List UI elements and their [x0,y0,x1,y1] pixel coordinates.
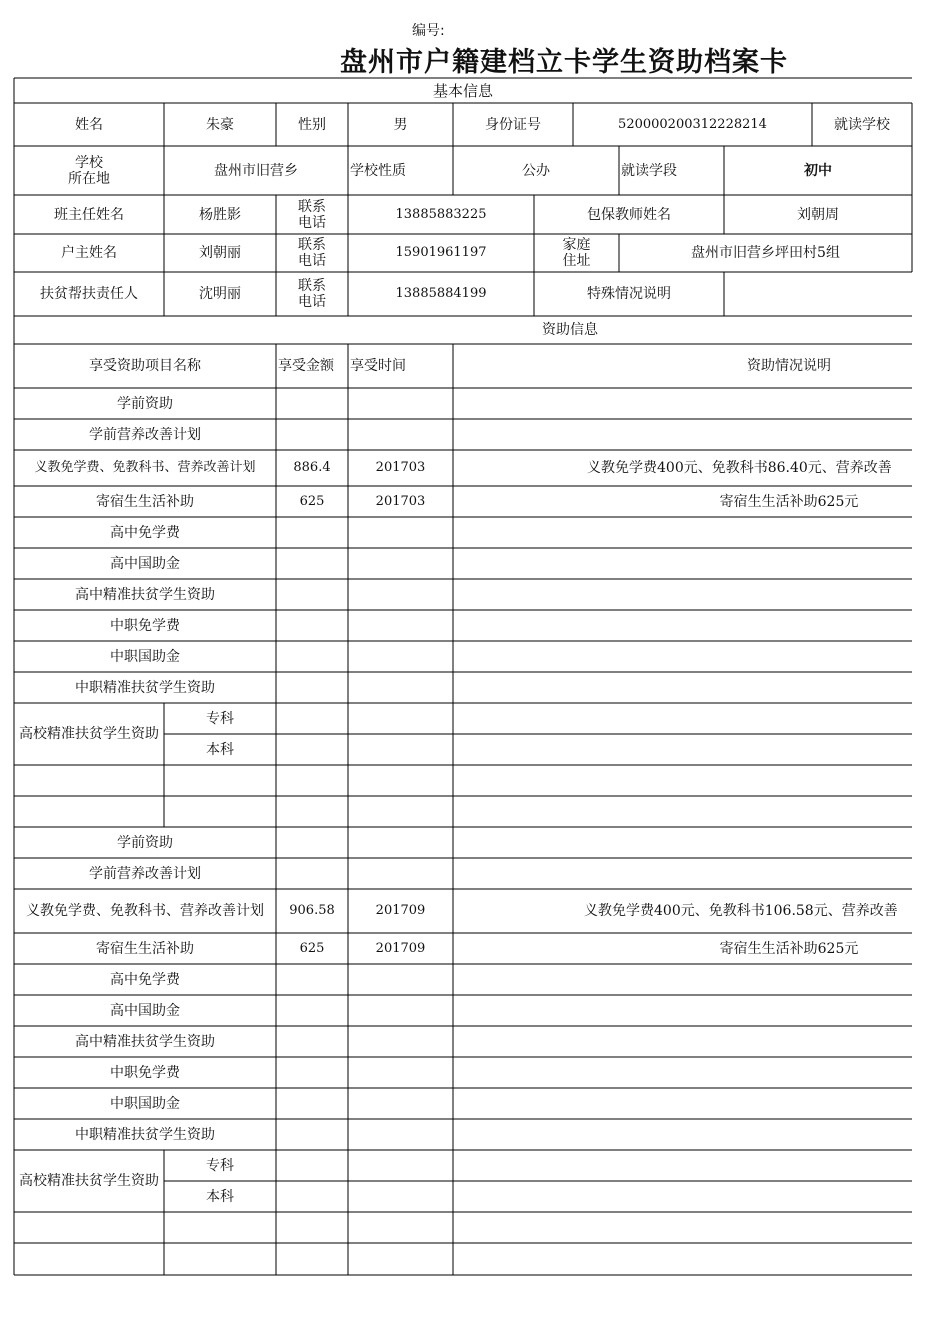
gender-value: 男 [393,116,408,133]
head-teacher-phone-value: 13885883225 [395,206,487,222]
phone-label-line2: 电话 [298,214,326,231]
table-row-name: 高中国助金 [110,555,180,572]
householder-value: 刘朝丽 [199,245,241,261]
table-row-time: 201709 [375,903,426,918]
guarantee-teacher-value: 刘朝周 [797,206,839,223]
phone-label-line2: 电话 [298,253,326,269]
col-header-description: 资助情况说明 [747,358,831,374]
special-label: 特殊情况说明 [587,286,671,302]
householder-phone-label [276,234,348,272]
address-label-line2: 住址 [562,253,591,269]
table-row-name: 学前资助 [117,834,173,851]
table-row-name: 中职精准扶贫学生资助 [75,1126,215,1143]
phone-label-line2: 电话 [298,294,326,310]
table-row-name: 义教免学费、免教科书、营养改善计划 [34,460,256,475]
householder-phone-value: 15901961197 [395,245,487,260]
table-row-amount: 906.58 [289,903,335,918]
table-row-time: 201703 [375,493,426,509]
table-row-name: 中职免学费 [110,617,180,634]
table-row-time: 201709 [375,940,426,956]
description-text: 义教免学费400元、免教科书106.58元、营养改善 [584,903,898,919]
table-row-name: 学前资助 [117,395,173,412]
aid-officer-label: 扶贫帮扶责任人 [40,286,138,302]
table-row-name: 义教免学费、免教科书、营养改善计划 [26,903,264,919]
table-row-amount: 886.4 [293,460,331,475]
table-row-amount: 625 [299,493,325,509]
id-number-value: 520000200312228214 [618,116,767,132]
name-value: 朱豪 [206,116,234,133]
benke-label: 本科 [206,741,234,758]
phone-label-line1: 联系 [298,198,326,215]
table-row-name: 中职国助金 [110,648,180,665]
aid-officer-phone-label [276,272,348,316]
table-row-name: 高中精准扶贫学生资助 [75,586,215,603]
table-row-description [453,889,912,933]
aid-officer-phone-value: 13885884199 [395,286,487,301]
benke-label: 本科 [206,1188,234,1205]
table-row-name: 寄宿生生活补助 [96,493,194,510]
stage-value: 初中 [804,162,832,179]
phone-label-line1: 联系 [298,278,326,294]
table-row-description: 寄宿生生活补助625元 [719,940,859,957]
col-header-project: 享受资助项目名称 [89,358,201,374]
section-title-funding: 资助信息 [542,322,598,338]
phone-label-line1: 联系 [298,237,326,253]
address-value: 盘州市旧营乡坪田村5组 [691,245,840,261]
serial-number-label: 编号: [412,23,445,39]
university-aid-label: 高校精准扶贫学生资助 [19,1173,159,1189]
university-aid-label: 高校精准扶贫学生资助 [19,726,159,742]
table-row-time: 201703 [375,460,426,475]
page-title: 盘州市户籍建档立卡学生资助档案卡 [340,47,788,78]
description-text: 义教免学费400元、免教科书86.40元、营养改善 [587,460,892,476]
householder-label: 户主姓名 [61,245,117,261]
school-location-label-line1: 学校 [75,154,103,171]
special-value [724,272,912,316]
table-row-name: 学前营养改善计划 [89,865,201,882]
id-label: 身份证号 [485,116,541,133]
col-header-amount: 享受金额 [278,358,334,374]
school-type-label: 学校性质 [350,162,406,179]
table-row-amount: 625 [299,940,325,956]
table-row-name: 高中国助金 [110,1002,180,1019]
aid-officer-value: 沈明丽 [199,286,241,302]
table-row-name: 学前营养改善计划 [89,426,201,443]
zhuanke-label: 专科 [206,710,234,727]
stage-label: 就读学段 [621,162,677,179]
address-label [534,234,619,272]
gender-label: 性别 [298,116,326,133]
table-row-name: 寄宿生生活补助 [96,940,194,957]
guarantee-teacher-label: 包保教师姓名 [587,206,671,223]
table-row-name: 高中免学费 [110,971,180,988]
table-row-name: 中职国助金 [110,1095,180,1112]
school-location-label-line2: 所在地 [68,170,110,187]
table-row-name: 中职免学费 [110,1064,180,1081]
name-label: 姓名 [75,116,103,133]
head-teacher-phone-label [276,195,348,234]
address-label-line1: 家庭 [562,237,591,253]
table-row-description: 寄宿生生活补助625元 [719,493,859,510]
head-teacher-label: 班主任姓名 [54,206,124,223]
school-label: 就读学校 [834,116,890,133]
head-teacher-value: 杨胜影 [199,206,241,223]
zhuanke-label: 专科 [206,1157,234,1174]
table-row-name: 高中精准扶贫学生资助 [75,1033,215,1050]
school-location-label [14,146,164,195]
table-row-description [453,450,912,486]
table-row-name: 中职精准扶贫学生资助 [75,679,215,696]
section-title-basic: 基本信息 [432,81,493,100]
school-location-value: 盘州市旧营乡 [214,162,298,179]
col-header-time: 享受时间 [350,358,406,374]
table-row-name: 高中免学费 [110,524,180,541]
school-type-value: 公办 [522,162,550,179]
